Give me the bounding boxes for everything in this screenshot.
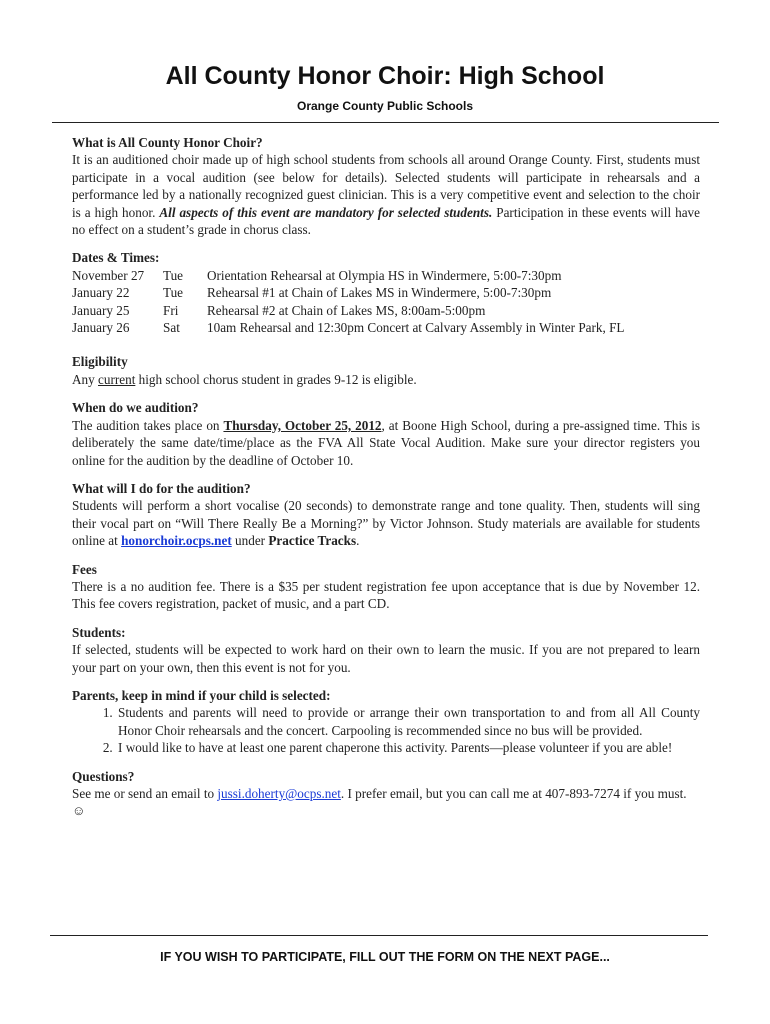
section-heading: Parents, keep in mind if your child is selected: (72, 687, 331, 703)
footer-notice: IF YOU WISH TO PARTICIPATE, FILL OUT THE FORM ON THE NEXT PAGE... (160, 950, 610, 964)
mandatory-emphasis: All aspects of this event are mandatory for selected students. (159, 204, 493, 220)
text-run: . (356, 533, 360, 549)
section-heading: Questions? (72, 768, 135, 784)
text-run: Participation in these events will have no effect on a student’s grade in chorus class. (72, 204, 700, 238)
date-row (72, 267, 624, 284)
section-heading: Fees (72, 561, 97, 577)
honorchoir-link[interactable]: honorchoir.ocps.net (121, 533, 232, 549)
page-subtitle: Orange County Public Schools (296, 99, 474, 113)
audition-date: Thursday, October 25, 2012 (223, 417, 382, 433)
text-run: Students will perform a short vocalise (20 seconds) to demonstrate range and tone quality. Then, students will sing their vocal part on “Will There Really Be a Morning?” by Victor Johnson. Study materials are available for students online at (72, 498, 700, 549)
date-cell: January 26 (72, 320, 130, 336)
section-questions (72, 768, 700, 820)
email-link[interactable]: jussi.doherty@ocps.net (217, 786, 341, 801)
text-run: It is an auditioned choir made up of high school students from schools all around Orange County. First, students must participate in a vocal audition (see below for details). Selected students will participate in rehearsals and a performance led by a nationally recognized guest clinician. This is a very competitive event and selection to the choir is a high honor. (72, 152, 700, 220)
section-text: If selected, students will be expected to work hard on their own to learn the music. If you are not prepared to learn your part on your own, then this event is not for you. (72, 642, 700, 675)
section-heading: Students: (72, 624, 126, 640)
page-title: All County Honor Choir: High School (165, 62, 605, 90)
section-heading: What is All County Honor Choir? (72, 135, 263, 150)
text-run: See me or send an email to (72, 786, 218, 801)
text-run: high school chorus student in grades 9-12 is eligible. (135, 371, 417, 387)
event-cell: Rehearsal #1 at Chain of Lakes MS in Windermere, 5:00-7:30pm (207, 285, 552, 301)
section-what-do (72, 480, 700, 550)
section-text (72, 371, 700, 388)
event-cell: Orientation Rehearsal at Olympia HS in Windermere, 5:00-7:30pm (207, 267, 562, 283)
section-students (72, 624, 700, 676)
current-underlined: current (98, 371, 136, 387)
section-heading: When do we audition? (72, 400, 199, 416)
dates-table (72, 267, 624, 337)
section-parents (72, 687, 700, 757)
date-row (72, 302, 624, 319)
section-fees (72, 561, 700, 613)
section-what-is (72, 134, 700, 238)
section-text (72, 497, 700, 549)
text-run: Any (72, 371, 99, 387)
section-eligibility (72, 353, 700, 388)
section-text (72, 417, 700, 469)
date-cell: November 27 (72, 267, 145, 283)
section-heading: Dates & Times: (72, 250, 160, 266)
date-cell: January 22 (72, 285, 130, 301)
date-row (72, 319, 624, 336)
date-row (72, 284, 624, 301)
practice-tracks-label: Practice Tracks (268, 533, 357, 549)
section-dates (72, 249, 700, 336)
parents-list (72, 704, 700, 756)
day-cell: Tue (163, 267, 184, 283)
day-cell: Sat (163, 320, 180, 336)
bottom-divider (50, 935, 708, 936)
day-cell: Fri (163, 302, 179, 318)
day-cell: Tue (163, 285, 184, 301)
section-when-audition (72, 399, 700, 469)
smiley-icon: ☺ (72, 803, 86, 819)
list-item: 2. I would like to have at least one parent chaperone this activity. Parents—please volunteer if you are able! (116, 739, 700, 756)
text-run: The audition takes place on (72, 417, 224, 433)
document-body (72, 134, 700, 831)
event-cell: 10am Rehearsal and 12:30pm Concert at Calvary Assembly in Winter Park, FL (207, 320, 625, 336)
top-divider (52, 122, 719, 123)
section-heading: Eligibility (72, 354, 128, 370)
section-text (72, 785, 700, 820)
section-text (72, 151, 700, 238)
text-run: . I prefer email, but you can call me at 407-893-7274 if you must. (340, 786, 687, 801)
list-item: 1. Students and parents will need to provide or arrange their own transportation to and from all All County Honor Choir rehearsals and the concert. Carpooling is recommended since no bus will be provided. (116, 704, 700, 739)
text-run: , at Boone High School, during a pre-assigned time. This is deliberately the same date/time/place as the FVA All State Vocal Audition. Make sure your director registers you online for the audition by the deadline of October 10. (72, 417, 700, 468)
event-cell: Rehearsal #2 at Chain of Lakes MS, 8:00am-5:00pm (207, 302, 486, 318)
date-cell: January 25 (72, 302, 130, 318)
section-heading: What will I do for the audition? (72, 480, 251, 496)
text-run: under (231, 533, 269, 549)
section-text: There is a no audition fee. There is a $35 per student registration fee upon acceptance that is due by November 12. This fee covers registration, packet of music, and a part CD. (72, 578, 700, 612)
